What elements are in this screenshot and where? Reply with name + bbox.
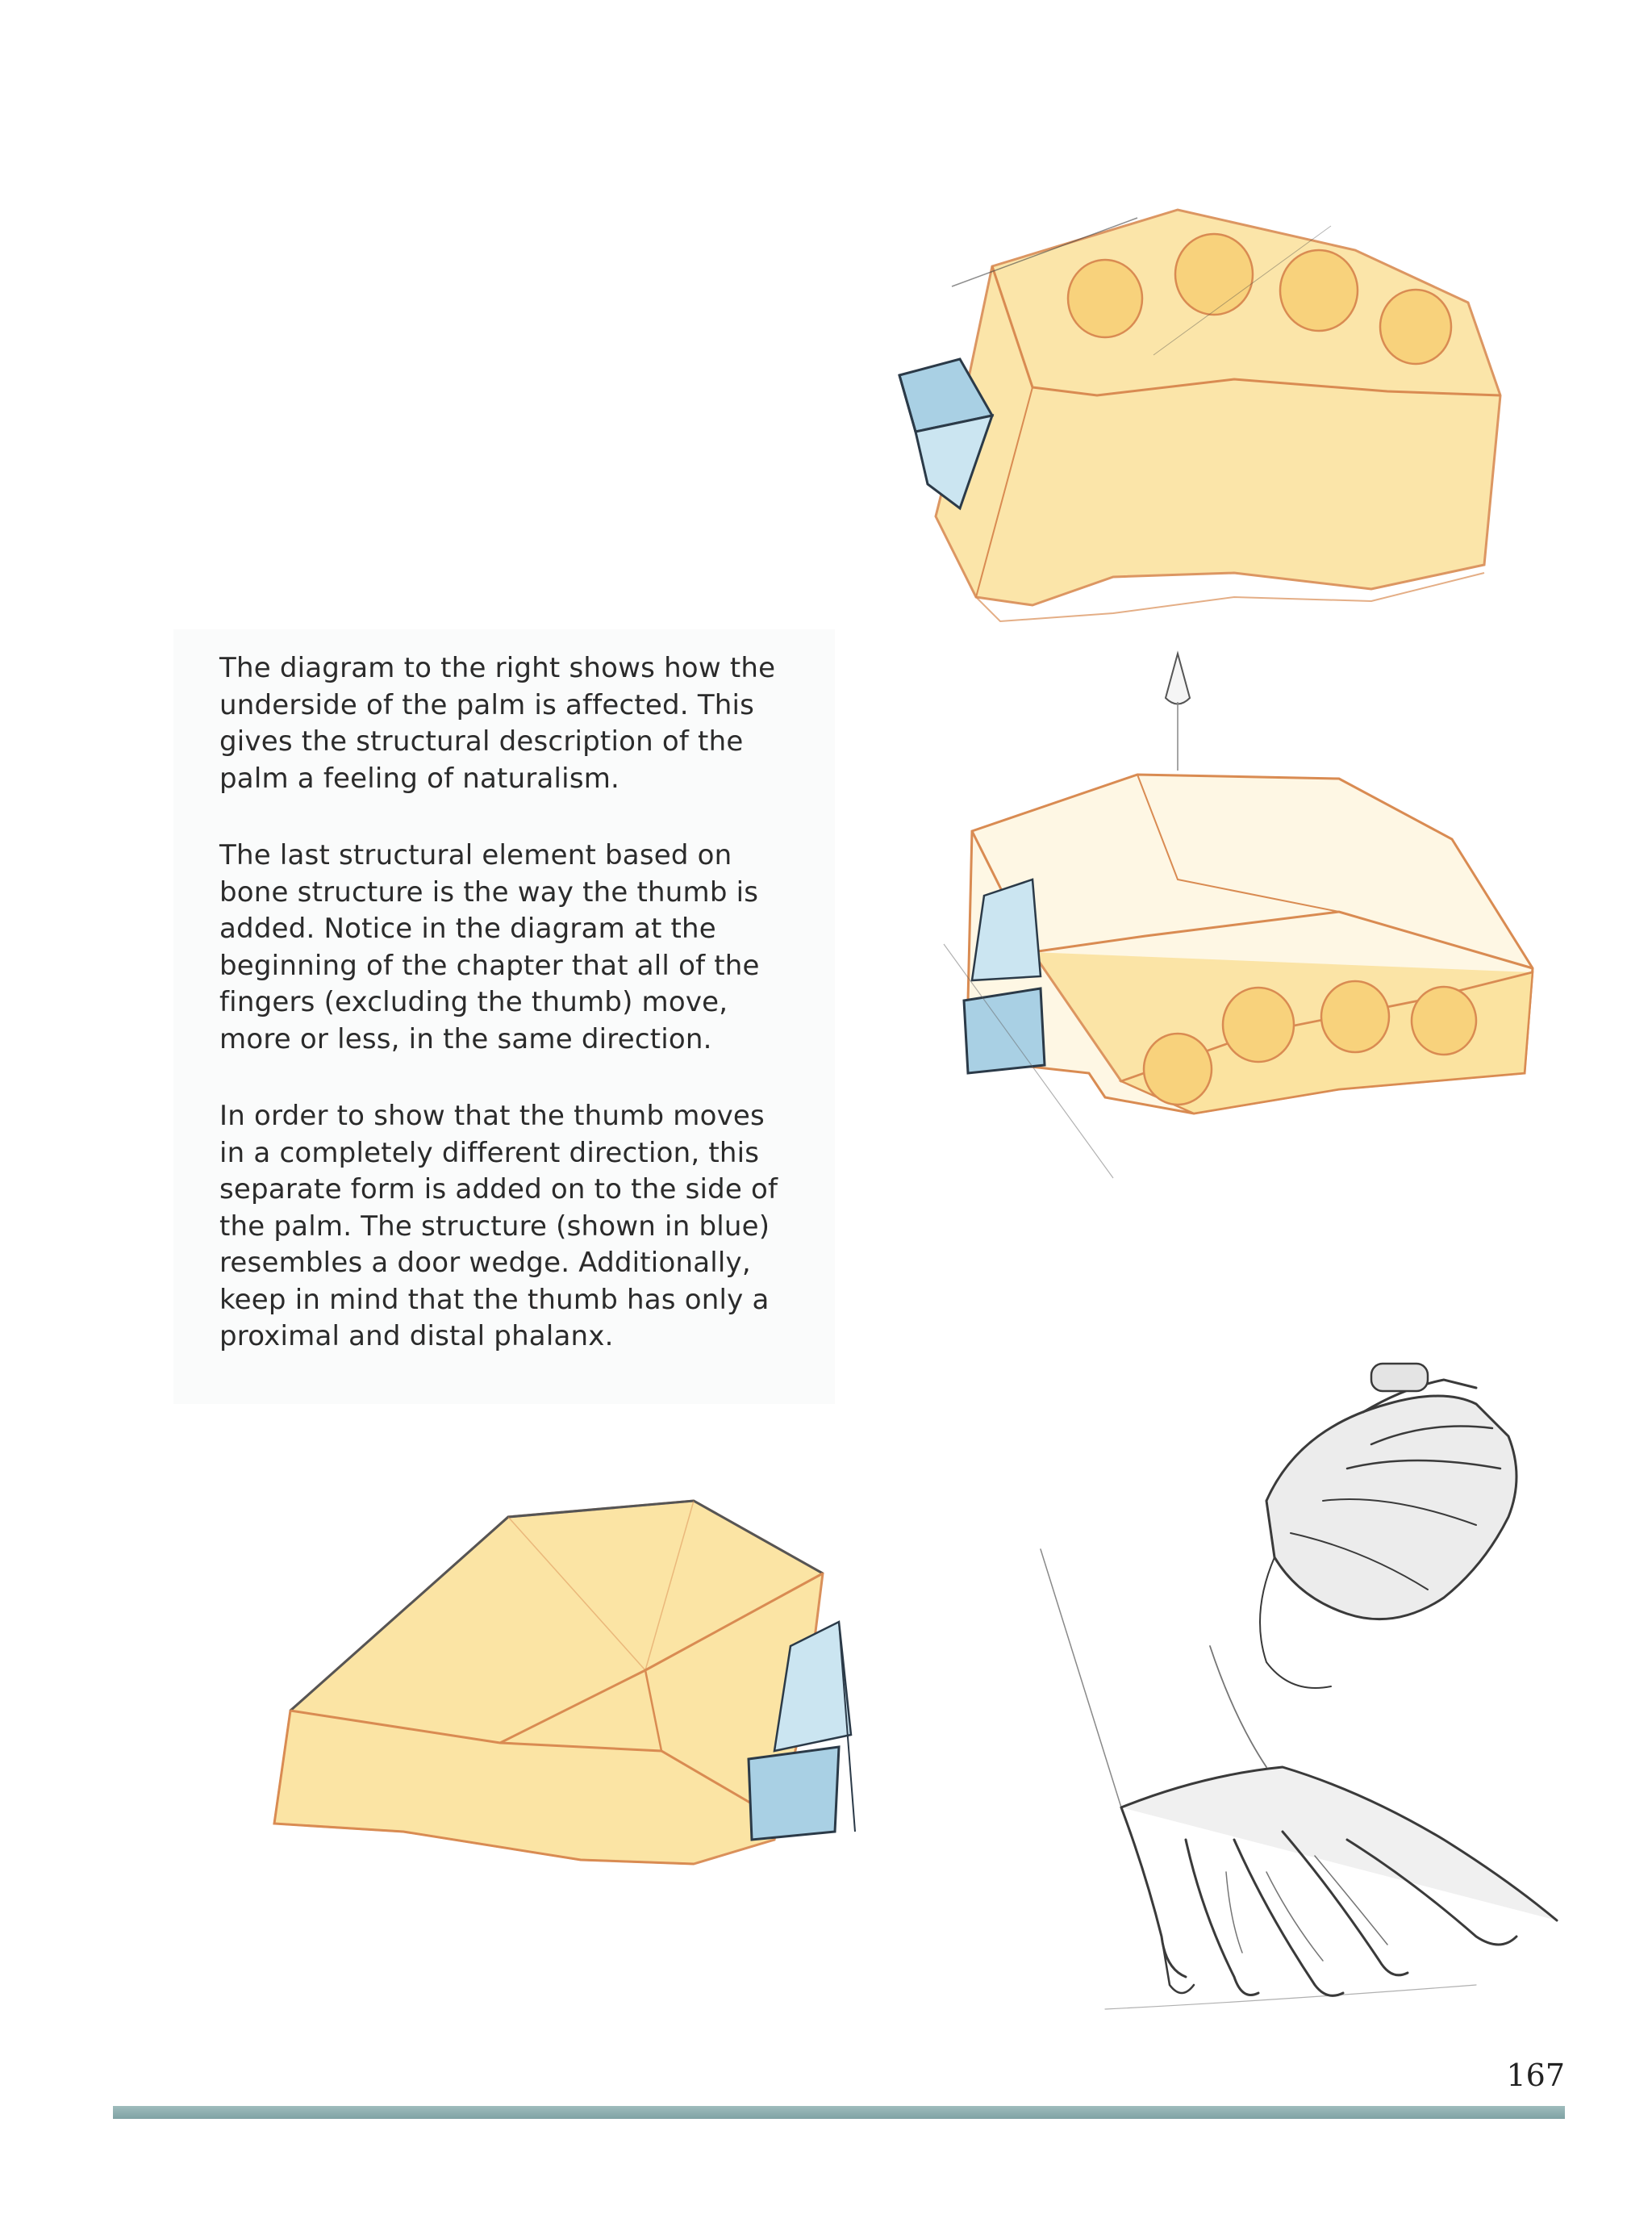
footer-rule	[113, 2106, 1565, 2119]
paragraph-door-wedge: In order to show that the thumb moves in a completely different direction, this separate form is added on to the side of the palm. The structure (shown in blue) resembles a door wedge. Additionally, keep in mind that the thumb has only a proximal and distal phalanx.	[219, 1100, 778, 1352]
palm-side-diagram	[242, 1485, 887, 1985]
paragraph-palm-underside: The diagram to the right shows how the underside of the palm is affected. This gives the structural description of the palm a feeling of naturalism.	[219, 652, 776, 795]
palm-underside-diagram	[871, 194, 1533, 646]
palm-top-diagram	[936, 758, 1549, 1194]
paragraph-thumb-structure: The last structural element based on bone structure is the way the thumb is added. Notice in the diagram at the beginning of the chapter that all of the fingers (excluding the thumb) move, more or less, in the same direction.	[219, 839, 760, 1055]
rotation-arrow-icon	[1145, 646, 1210, 775]
page-number: 167	[1506, 2058, 1565, 2093]
hand-pencil-sketch	[1024, 1356, 1605, 2033]
